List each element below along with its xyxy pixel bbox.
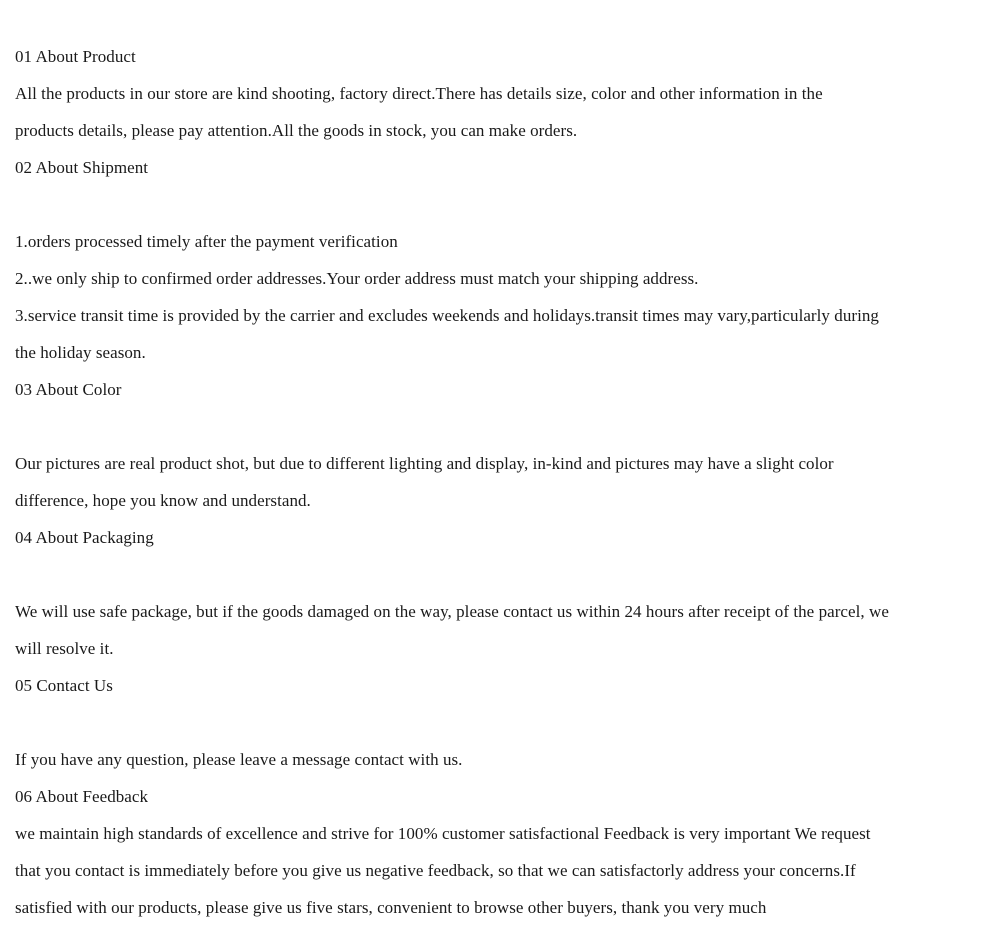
paragraph-line: If you have any question, please leave a message contact with us. xyxy=(15,750,463,769)
spacer xyxy=(15,704,1000,741)
paragraph-line: All the products in our store are kind shooting, factory direct.There has details size, color and other information in the xyxy=(15,84,823,103)
section-heading-contact-us: 05 Contact Us xyxy=(15,676,113,695)
paragraph-line: products details, please pay attention.All the goods in stock, you can make orders. xyxy=(15,121,578,140)
section-heading-about-color: 03 About Color xyxy=(15,380,122,399)
paragraph-line: 1.orders processed timely after the payment verification xyxy=(15,232,398,251)
paragraph-line: the holiday season. xyxy=(15,343,146,362)
paragraph-line: will resolve it. xyxy=(15,639,114,658)
spacer xyxy=(15,408,1000,445)
paragraph-line: Our pictures are real product shot, but due to different lighting and display, in-kind and pictures may have a slight color xyxy=(15,454,834,473)
store-policy-document xyxy=(15,38,1000,926)
paragraph-line: we maintain high standards of excellence and strive for 100% customer satisfactional Feedback is very important We request xyxy=(15,824,871,843)
paragraph-line: 3.service transit time is provided by the carrier and excludes weekends and holidays.transit times may vary,particularly during xyxy=(15,306,879,325)
paragraph-line: 2..we only ship to confirmed order addresses.Your order address must match your shipping address. xyxy=(15,269,699,288)
paragraph-line: We will use safe package, but if the goods damaged on the way, please contact us within 24 hours after receipt of the parcel, we xyxy=(15,602,889,621)
section-heading-about-shipment: 02 About Shipment xyxy=(15,158,149,177)
paragraph-line: difference, hope you know and understand. xyxy=(15,491,311,510)
paragraph-line: satisfied with our products, please give us five stars, convenient to browse other buyers, thank you very much xyxy=(15,898,767,917)
spacer xyxy=(15,556,1000,593)
spacer xyxy=(15,186,1000,223)
paragraph-line: that you contact is immediately before you give us negative feedback, so that we can satisfactorly address your concerns.If xyxy=(15,861,856,880)
section-heading-about-packaging: 04 About Packaging xyxy=(15,528,154,547)
section-heading-about-feedback: 06 About Feedback xyxy=(15,787,149,806)
section-heading-about-product: 01 About Product xyxy=(15,47,136,66)
